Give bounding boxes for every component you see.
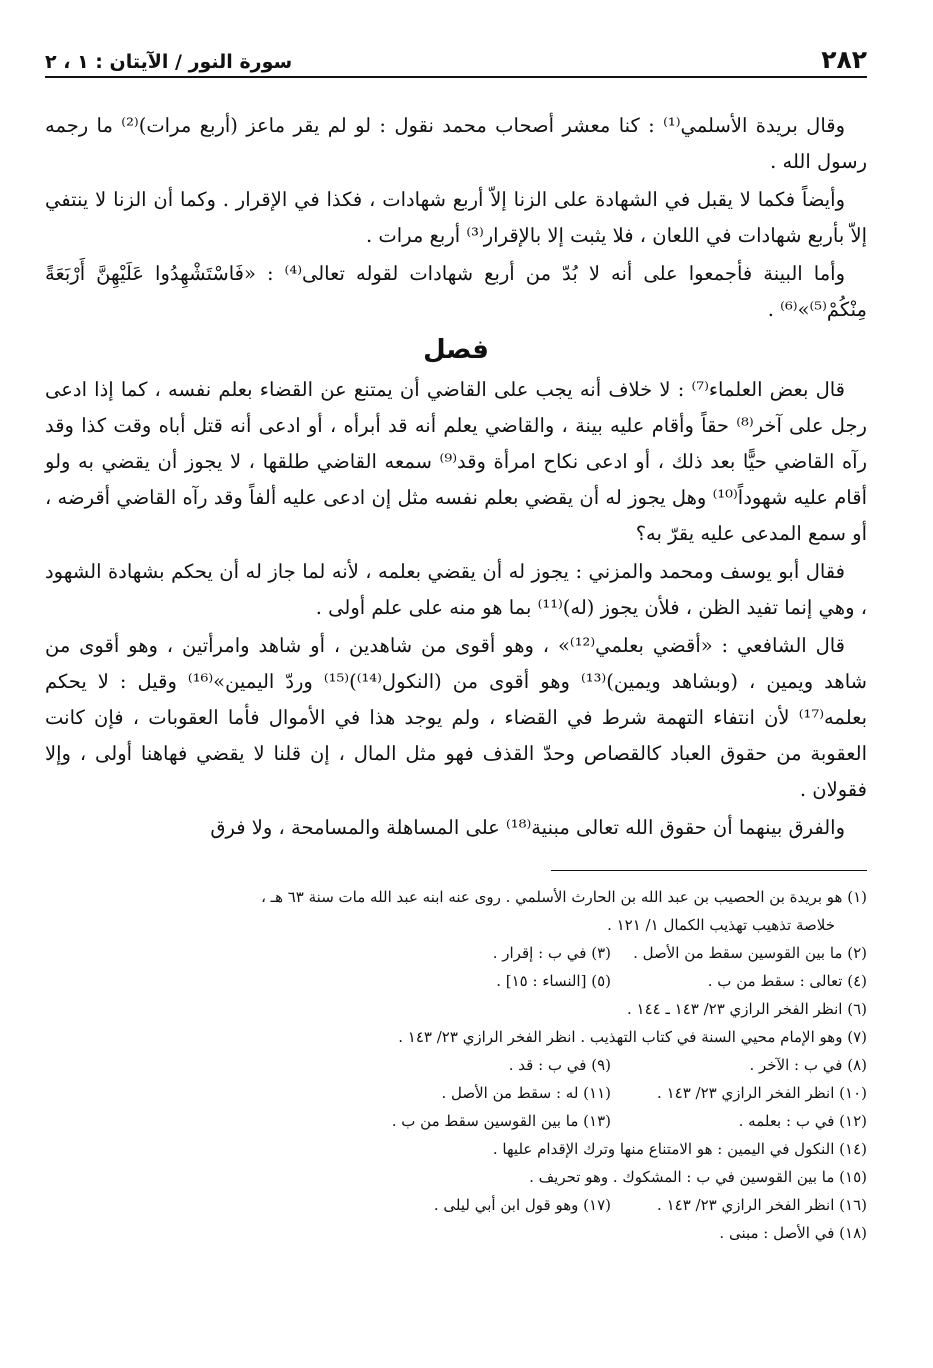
footnote-text: (٢) ما بين القوسين سقط من الأصل . (633, 944, 867, 962)
footnote-text: (٤) تعالى : سقط من ب . (707, 972, 867, 990)
footnote-row (45, 967, 867, 995)
footnote (45, 883, 867, 911)
footnote-row (45, 1051, 867, 1079)
paragraph: والفرق بينهما أن حقوق الله تعالى مبنية⁽¹⁸⁾ على المساهلة والمسامحة ، ولا فرق (210, 816, 845, 839)
footnote-text: (١٣) ما بين القوسين سقط من ب . (391, 1112, 611, 1130)
paragraph: وأيضاً فكما لا يقبل في الشهادة على الزنا إلاّ أربع شهادات ، فكذا في الإقرار . وكما أن الزنا لا ينتفي إلاّ بأربع شهادات في اللعان ، فلا يثبت إلا بالإقرار⁽³⁾ أربع مرات . (45, 188, 867, 247)
paragraph: فقال أبو يوسف ومحمد والمزني : يجوز له أن يقضي بعلمه ، لأنه لما جاز له أن يحكم بشهادة الشهود ، وهي إنما تفيد الظن ، فلأن يجوز (له)⁽¹¹⁾ بما هو منه على علم أولى . (45, 560, 867, 619)
footnote-text: (١٢) في ب : بعلمه . (738, 1112, 867, 1130)
footnote-text: (١٦) انظر الفخر الرازي ٢٣/ ١٤٣ . (657, 1196, 867, 1214)
footnote-text: (٩) في ب : قد . (508, 1056, 611, 1074)
footnote-text: (١٥) ما بين القوسين في ب : المشكوك . وهو تحريف . (529, 1168, 867, 1186)
page-header (45, 28, 867, 78)
page-number: ٢٨٢ (821, 45, 867, 74)
section-heading: فصل (423, 335, 489, 365)
paragraph: وأما البينة فأجمعوا على أنه لا بُدّ من أربع شهادات لقوله تعالى⁽⁴⁾ : «فَاسْتَشْهِدُوا عَلَيْهِنَّ أَرْبَعَةً مِنْكُمْ⁽⁵⁾»⁽⁶⁾ . (45, 262, 867, 321)
footnote-text: (١٠) انظر الفخر الرازي ٢٣/ ١٤٣ . (657, 1084, 867, 1102)
paragraph: قال بعض العلماء⁽⁷⁾ : لا خلاف أنه يجب على القاضي أن يمتنع عن القضاء بعلم نفسه ، كما إذا ادعى رجل على آخر⁽⁸⁾ حقاً وأقام عليه بينة ، والقاضي يعلم أنه قد أبرأه ، أو ادعى أنه قتل أباه وقت كذا وقد رآه القاضي حيًّا بعد ذلك ، أو ادعى نكاح امرأة وقد⁽⁹⁾ سمعه القاضي طلقها ، لا يجوز أن يقضي به ولو أقام عليه شهوداً⁽¹⁰⁾ وهل يجوز له أن يقضي بعلم نفسه مثل إن ادعى عليه ألفاً وقد رآه القاضي أقرضه ، أو سمع المدعى عليه يقرّ به؟ (45, 378, 868, 545)
footnote-text: (١٤) النكول في اليمين : هو الامتناع منها وترك الإقدام عليها . (492, 1140, 867, 1158)
footnote-text: خلاصة تذهيب تهذيب الكمال ١/ ١٢١ . (607, 916, 835, 934)
book-page (45, 28, 867, 1340)
footnote-text: (١٧) وهو قول ابن أبي ليلى . (433, 1196, 611, 1214)
footnote-text: (٣) في ب : إقرار . (492, 944, 611, 962)
footnote-row (45, 1079, 867, 1107)
footnote (45, 911, 867, 939)
footnotes (45, 883, 867, 1247)
footnote-text: (١) هو بريدة بن الحصيب بن عبد الله بن الحارث الأسلمي . روى عنه ابنه عبد الله مات سنة ٦٣ هـ ، (261, 888, 867, 906)
main-text (45, 108, 867, 846)
footnote-row (45, 1191, 867, 1219)
footnote (45, 995, 867, 1023)
paragraph: قال الشافعي : «أقضي بعلمي⁽¹²⁾» ، وهو أقوى من شاهدين ، أو شاهد وامرأتين ، وهو أقوى من شاهد ويمين ، (وبشاهد ويمين)⁽¹³⁾ وهو أقوى من (النكول⁽¹⁴⁾)⁽¹⁵⁾ وردّ اليمين»⁽¹⁶⁾ وقيل : لا يحكم بعلمه⁽¹⁷⁾ لأن انتفاء التهمة شرط في القضاء ، ولم يوجد هذا في الأموال فأما العقوبات ، فإن كانت العقوبة من حقوق العباد كالقصاص وحدّ القذف فهو مثل المال ، إن قلنا لا يقضي فهاهنا أولى ، وإلا فقولان . (45, 634, 867, 801)
footnote-text: (٦) انظر الفخر الرازي ٢٣/ ١٤٣ ـ ١٤٤ . (626, 1000, 867, 1018)
footnote-text: (٨) في ب : الآخر . (749, 1056, 867, 1074)
running-title: سورة النور / الآيتان : ١ ، ٢ (45, 51, 293, 73)
footnote-divider (551, 870, 867, 871)
footnote-text: (١١) له : سقط من الأصل . (441, 1084, 611, 1102)
footnote-text: (٧) وهو الإمام محيي السنة في كتاب التهذيب . انظر الفخر الرازي ٢٣/ ١٤٣ . (398, 1028, 867, 1046)
footnote-row (45, 1107, 867, 1135)
footnote (45, 1135, 867, 1163)
footnote-text: (١٨) في الأصل : مبنى . (719, 1224, 867, 1242)
footnote (45, 1219, 867, 1247)
footnote (45, 1023, 867, 1051)
footnote-row (45, 939, 867, 967)
footnote (45, 1163, 867, 1191)
paragraph: وقال بريدة الأسلمي⁽¹⁾ : كنا معشر أصحاب محمد نقول : لو لم يقر ماعز (أربع مرات)⁽²⁾ ما رجمه رسول الله . (45, 114, 867, 173)
footnote-text: (٥) [النساء : ١٥] . (496, 972, 611, 990)
